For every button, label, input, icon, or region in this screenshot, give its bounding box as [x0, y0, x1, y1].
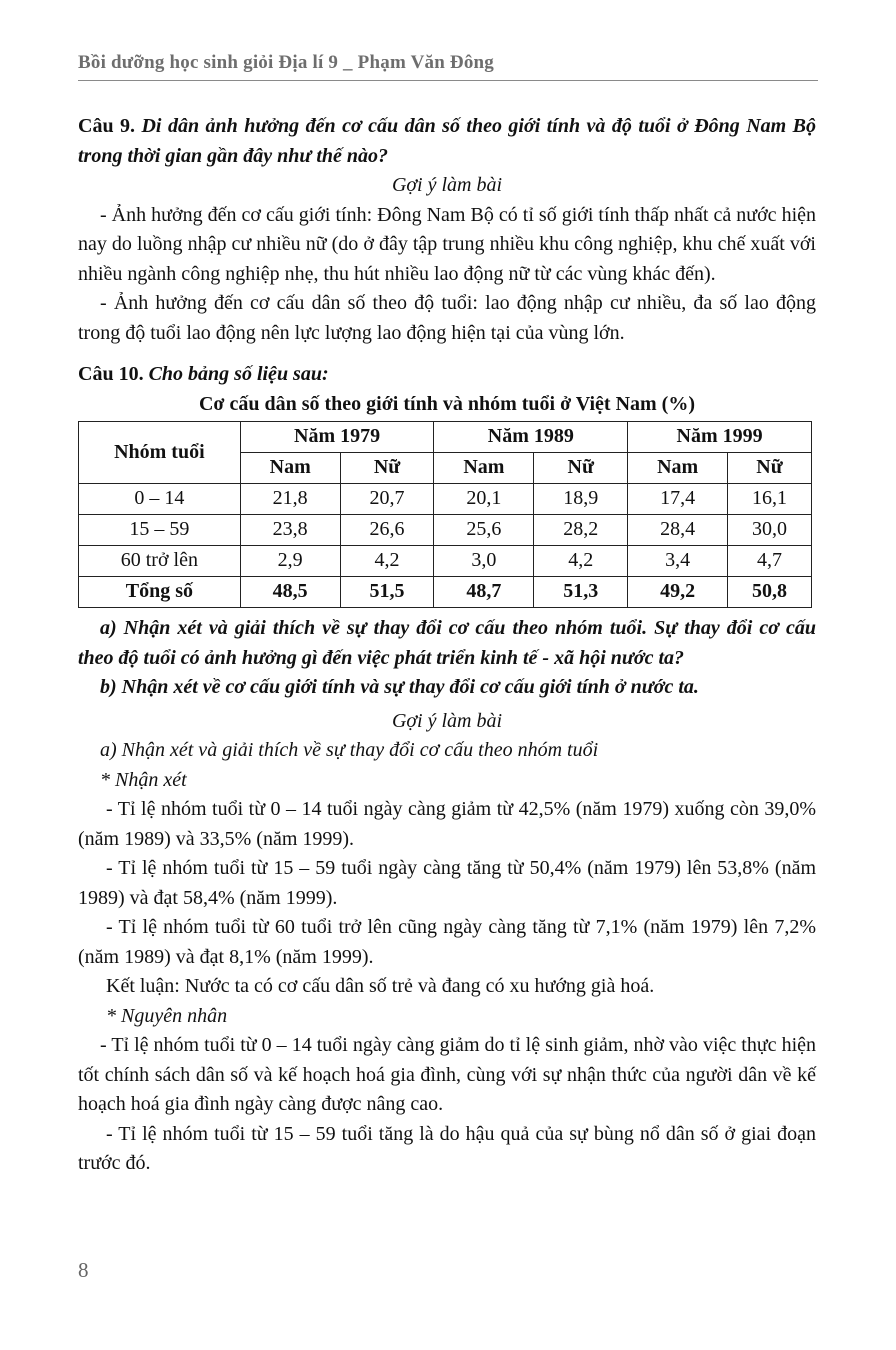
value-cell: 30,0	[728, 515, 812, 546]
group-header: Nhóm tuổi	[79, 422, 241, 484]
header-divider	[78, 80, 818, 81]
table-title: Cơ cấu dân số theo giới tính và nhóm tuổi ở Việt Nam (%)	[198, 392, 696, 415]
age-group-cell: 60 trở lên	[79, 546, 241, 577]
cause-label: * Nguyên nhân	[106, 1004, 228, 1027]
value-cell: 2,9	[240, 546, 340, 577]
task-b: b) Nhận xét về cơ cấu giới tính và sự thay đổi cơ cấu giới tính ở nước ta.	[100, 676, 699, 698]
year-header: Năm 1989	[434, 422, 628, 453]
question-9-label: Câu 9.	[78, 115, 136, 137]
value-cell: 3,4	[628, 546, 728, 577]
value-cell: 28,4	[628, 515, 728, 546]
male-header: Nam	[434, 453, 534, 484]
observation-label: * Nhận xét	[100, 768, 187, 791]
value-cell: 21,8	[240, 484, 340, 515]
table-total-row	[79, 577, 812, 608]
table-row	[79, 546, 812, 577]
question-10-label: Câu 10.	[78, 363, 144, 385]
male-header: Nam	[240, 453, 340, 484]
value-cell: 28,2	[534, 515, 628, 546]
hint-title-10: Gợi ý làm bài	[391, 709, 503, 732]
year-header: Năm 1979	[240, 422, 434, 453]
question-10-text: Cho bảng số liệu sau:	[148, 363, 329, 385]
observation-3: - Tỉ lệ nhóm tuổi từ 60 tuổi trở lên cũng ngày càng tăng từ 7,1% (năm 1979) lên 7,2% (năm 1989) và đạt 8,1% (năm 1999).	[78, 916, 816, 968]
table-header-row	[79, 422, 812, 453]
question-10	[78, 360, 816, 390]
value-cell: 17,4	[628, 484, 728, 515]
value-cell: 3,0	[434, 546, 534, 577]
value-cell: 16,1	[728, 484, 812, 515]
value-cell: 4,2	[340, 546, 434, 577]
value-cell: 23,8	[240, 515, 340, 546]
total-value-cell: 49,2	[628, 577, 728, 608]
table-row	[79, 484, 812, 515]
page-content	[78, 112, 816, 1179]
population-table	[78, 421, 812, 608]
total-value-cell: 48,5	[240, 577, 340, 608]
observation-1: - Tỉ lệ nhóm tuổi từ 0 – 14 tuổi ngày càng giảm từ 42,5% (năm 1979) xuống còn 39,0% (năm 1989) và 33,5% (năm 1999).	[78, 798, 816, 850]
value-cell: 18,9	[534, 484, 628, 515]
cause-1: - Tỉ lệ nhóm tuổi từ 0 – 14 tuổi ngày càng giảm do tỉ lệ sinh giảm, nhờ vào việc thực hiện tốt chính sách dân số và kế hoạch hoá gia đình, cùng với sự nhận thức của người dân về kế hoạch hoá gia đình ngày càng được nâng cao.	[78, 1034, 816, 1115]
answer-a-heading: a) Nhận xét và giải thích về sự thay đổi cơ cấu theo nhóm tuổi	[100, 739, 599, 761]
total-value-cell: 48,7	[434, 577, 534, 608]
age-group-cell: 15 – 59	[79, 515, 241, 546]
value-cell: 26,6	[340, 515, 434, 546]
female-header: Nữ	[728, 453, 812, 484]
question-9	[78, 112, 816, 171]
question-9-text: Di dân ảnh hưởng đến cơ cấu dân số theo giới tính và độ tuổi ở Đông Nam Bộ trong thời gian gần đây như thế nào?	[78, 115, 816, 167]
conclusion: Kết luận: Nước ta có cơ cấu dân số trẻ và đang có xu hướng già hoá.	[106, 975, 655, 997]
table-row	[79, 515, 812, 546]
male-header: Nam	[628, 453, 728, 484]
cause-2: - Tỉ lệ nhóm tuổi từ 15 – 59 tuổi tăng là do hậu quả của sự bùng nổ dân số ở giai đoạn trước đó.	[78, 1122, 816, 1174]
value-cell: 25,6	[434, 515, 534, 546]
value-cell: 4,2	[534, 546, 628, 577]
total-label-cell: Tổng số	[79, 577, 241, 608]
age-group-cell: 0 – 14	[79, 484, 241, 515]
female-header: Nữ	[340, 453, 434, 484]
year-header: Năm 1999	[628, 422, 812, 453]
answer-9-paragraph-2: - Ảnh hưởng đến cơ cấu dân số theo độ tuổi: lao động nhập cư nhiều, đa số lao động trong độ tuổi lao động nên lực lượng lao động hiện tại của vùng lớn.	[78, 292, 816, 344]
answer-9-paragraph-1: - Ảnh hưởng đến cơ cấu giới tính: Đông Nam Bộ có tỉ số giới tính thấp nhất cả nước hiện nay do luồng nhập cư nhiều nữ (do ở đây tập trung nhiều khu công nghiệp, khu chế xuất với nhiều ngành công nghiệp nhẹ, thu hút nhiều lao động nữ từ các vùng khác đến).	[78, 203, 816, 285]
task-a: a) Nhận xét và giải thích về sự thay đổi cơ cấu theo nhóm tuổi. Sự thay đổi cơ cấu theo độ tuổi có ảnh hưởng gì đến việc phát triển kinh tế - xã hội nước ta?	[78, 617, 816, 669]
running-header: Bồi dưỡng học sinh giỏi Địa lí 9 _ Phạm Văn Đông	[78, 52, 495, 73]
total-value-cell: 51,3	[534, 577, 628, 608]
value-cell: 20,1	[434, 484, 534, 515]
value-cell: 20,7	[340, 484, 434, 515]
female-header: Nữ	[534, 453, 628, 484]
page-number: 8	[78, 1258, 89, 1282]
observation-2: - Tỉ lệ nhóm tuổi từ 15 – 59 tuổi ngày càng tăng từ 50,4% (năm 1979) lên 53,8% (năm 1989) và đạt 58,4% (năm 1999).	[78, 857, 816, 909]
total-value-cell: 51,5	[340, 577, 434, 608]
value-cell: 4,7	[728, 546, 812, 577]
hint-title-9: Gợi ý làm bài	[391, 174, 503, 196]
total-value-cell: 50,8	[728, 577, 812, 608]
